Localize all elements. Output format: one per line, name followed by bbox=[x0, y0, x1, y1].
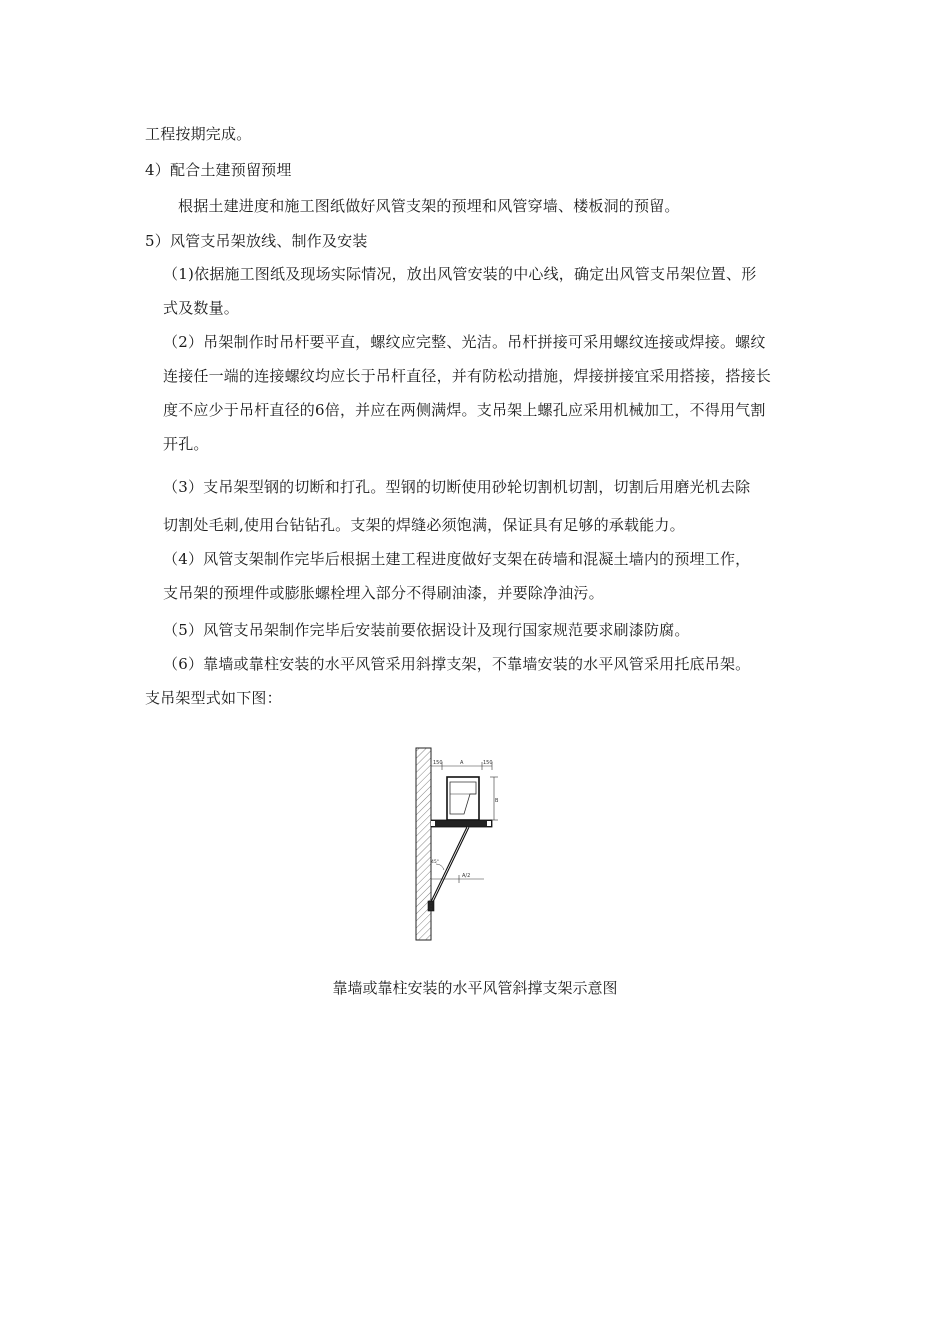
paragraph-line: 支吊架型式如下图： bbox=[145, 689, 282, 707]
list-item-line: （2）吊架制作时吊杆要平直，螺纹应完整、光洁。吊杆拼接可采用螺纹连接或焊接。螺纹 bbox=[163, 333, 766, 351]
angle-label: 45° bbox=[431, 860, 439, 865]
duct-bracket-diagram bbox=[414, 746, 514, 942]
list-item-line: 切割处毛刺,使用台钻钻孔。支架的焊缝必须饱满，保证具有足够的承载能力。 bbox=[163, 516, 685, 534]
list-item-line: 式及数量。 bbox=[163, 299, 240, 317]
dimension-label: A/2 bbox=[462, 873, 471, 879]
list-item-line: （1)依据施工图纸及现场实际情况，放出风管安装的中心线，确定出风管支吊架位置、形 bbox=[163, 265, 757, 283]
dimension-label: 150 bbox=[483, 760, 493, 766]
support-arm bbox=[431, 820, 492, 827]
list-item-line: 度不应少于吊杆直径的6倍，并应在两侧满焊。支吊架上螺孔应采用机械加工，不得用气割 bbox=[163, 401, 766, 419]
paragraph-line: 根据土建进度和施工图纸做好风管支架的预埋和风管穿墙、楼板洞的预留。 bbox=[178, 197, 680, 215]
list-item-line: 开孔。 bbox=[163, 435, 209, 453]
section-heading: 4）配合土建预留预埋 bbox=[145, 161, 292, 179]
list-item-line: 连接任一端的连接螺纹均应长于吊杆直径，并有防松动措施，焊接拼接宜采用搭接，搭接长 bbox=[163, 367, 772, 385]
list-item-line: （3）支吊架型钢的切断和打孔。型钢的切断使用砂轮切割机切割，切割后用磨光机去除 bbox=[163, 478, 751, 496]
section-heading: 5）风管支吊架放线、制作及安装 bbox=[145, 232, 368, 250]
list-item-line: （5）风管支吊架制作完毕后安装前要依据设计及现行国家规范要求刷漆防腐。 bbox=[163, 621, 690, 639]
dimension-label: 150 bbox=[433, 760, 443, 766]
figure-caption: 靠墙或靠柱安装的水平风管斜撑支架示意图 bbox=[332, 979, 618, 997]
list-item-line: 支吊架的预埋件或膨胀螺栓埋入部分不得刷油漆，并要除净油污。 bbox=[163, 584, 604, 602]
list-item-line: （4）风管支架制作完毕后根据土建工程进度做好支架在砖墙和混凝土墙内的预埋工作， bbox=[163, 550, 751, 568]
dimension-label: B bbox=[495, 798, 499, 804]
duct-box bbox=[447, 777, 479, 820]
list-item-line: （6）靠墙或靠柱安装的水平风管采用斜撑支架，不靠墙安装的水平风管采用托底吊架。 bbox=[163, 655, 751, 673]
dimension-label: A bbox=[460, 760, 464, 766]
paragraph-line: 工程按期完成。 bbox=[145, 125, 252, 143]
